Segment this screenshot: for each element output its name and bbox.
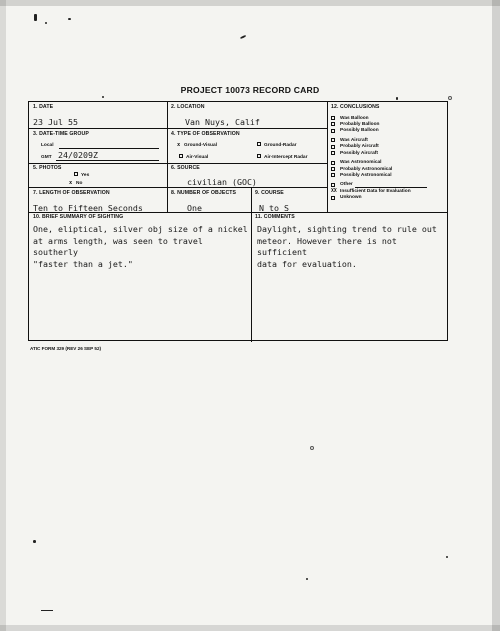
location-label: 2. LOCATION	[171, 104, 205, 110]
divider-col1	[167, 102, 168, 212]
punch-hole	[448, 96, 452, 100]
date-label: 1. DATE	[33, 104, 54, 110]
checkbox-icon	[331, 151, 335, 155]
checkbox-icon	[257, 154, 261, 158]
option-photos-no: x No	[69, 180, 83, 186]
checkbox-icon	[331, 145, 335, 149]
conclusion-item: Probably Balloon	[331, 121, 427, 127]
divider-row1	[29, 128, 327, 129]
comments-text: Daylight, sighting trend to rule out meteor. However there is not sufficient data for evaluation.	[257, 224, 437, 269]
summary-label: 10. BRIEF SUMMARY OF SIGHTING	[33, 214, 124, 220]
divider-conclusions	[327, 102, 328, 212]
card-title: PROJECT 10073 RECORD CARD	[180, 85, 320, 95]
conclusion-item: Was Balloon	[331, 115, 427, 121]
selected-mark: XX	[331, 188, 337, 194]
checkbox-icon	[331, 196, 335, 200]
checkbox-icon	[179, 154, 183, 158]
course-value: N to S	[259, 203, 289, 213]
option-mark: x	[177, 142, 181, 148]
conclusion-item: Possibly Aircraft	[331, 150, 427, 156]
comments-label: 11. COMMENTS	[255, 214, 295, 220]
divider-row2	[29, 163, 327, 164]
location-value: Van Nuys, Calif	[185, 117, 260, 127]
scan-speck	[34, 14, 37, 21]
photos-label: 5. PHOTOS	[33, 165, 62, 171]
conclusion-item: Probably Astronomical	[331, 166, 427, 172]
option-ground-radar: Ground-Radar	[257, 142, 297, 148]
option-mark: x	[69, 180, 73, 186]
checkbox-icon	[257, 142, 261, 146]
gmt-value: 24/0209Z	[58, 150, 98, 160]
conclusions-group-astronomical	[331, 160, 427, 179]
form-identifier: ATIC FORM 329 (REV 26 SEP 52)	[30, 346, 102, 351]
conclusion-item: Was Astronomical	[331, 160, 427, 166]
scan-speck	[446, 556, 448, 558]
local-underline	[59, 148, 159, 149]
conclusions-group-balloon	[331, 115, 427, 134]
conclusion-item: Was Aircraft	[331, 137, 427, 143]
option-photos-yes: Yes	[74, 172, 89, 178]
scan-speck	[102, 96, 104, 98]
option-air-intercept-radar: Air-Intercept Radar	[257, 154, 307, 160]
summary-text: One, eliptical, silver obj size of a nickel at arms length, was seen to travel southerly "faster than a jet."	[33, 224, 248, 269]
punch-hole	[310, 446, 314, 450]
scan-speck	[240, 35, 246, 39]
scan-edge-top	[0, 0, 500, 6]
scan-speck	[68, 18, 71, 20]
checkbox-icon	[74, 172, 78, 176]
scan-speck	[33, 540, 36, 543]
record-card	[28, 101, 448, 341]
conclusion-item: Unknown	[331, 194, 427, 200]
observation-type-label: 4. TYPE OF OBSERVATION	[171, 131, 240, 137]
scan-speck	[306, 578, 308, 580]
date-value: 23 Jul 55	[33, 117, 78, 127]
divider-summary	[251, 212, 252, 342]
scan-speck	[396, 97, 398, 100]
checkbox-icon	[331, 183, 335, 187]
scan-edge-bottom	[0, 625, 500, 631]
scan-speck	[41, 610, 53, 611]
datetime-group-label: 3. DATE-TIME GROUP	[33, 131, 89, 137]
option-air-visual: Air-Visual	[179, 154, 208, 160]
gmt-label: GMT	[41, 155, 52, 160]
conclusions-group-other	[331, 182, 427, 201]
checkbox-icon	[331, 167, 335, 171]
divider-row3	[29, 187, 327, 188]
length-value: Ten to Fifteen Seconds	[33, 203, 143, 213]
length-label: 7. LENGTH OF OBSERVATION	[33, 190, 110, 196]
conclusions-label: 12. CONCLUSIONS	[331, 104, 380, 110]
course-label: 9. COURSE	[255, 190, 284, 196]
checkbox-icon	[331, 138, 335, 142]
checkbox-icon	[331, 173, 335, 177]
other-underline	[355, 187, 427, 188]
source-value: civilian (GOC)	[187, 177, 257, 187]
objects-label: 8. NUMBER OF OBJECTS	[171, 190, 237, 196]
conclusion-item-selected: XX Insufficient Data for Evaluation	[331, 188, 411, 194]
conclusions-list	[331, 115, 427, 204]
objects-value: One	[187, 203, 202, 213]
checkbox-icon	[331, 116, 335, 120]
conclusion-item: Probably Aircraft	[331, 144, 427, 150]
conclusion-item: Other	[331, 182, 427, 188]
scan-speck	[45, 22, 47, 24]
conclusion-item: Possibly Astronomical	[331, 172, 427, 178]
conclusions-group-aircraft	[331, 137, 427, 156]
checkbox-icon	[331, 161, 335, 165]
divider-col2	[251, 187, 252, 212]
option-ground-visual: x Ground-Visual	[177, 142, 217, 148]
conclusion-item: Possibly Balloon	[331, 128, 427, 134]
gmt-underline	[56, 160, 159, 161]
checkbox-icon	[331, 122, 335, 126]
source-label: 6. SOURCE	[171, 165, 200, 171]
local-label: Local	[41, 143, 54, 148]
checkbox-icon	[331, 129, 335, 133]
